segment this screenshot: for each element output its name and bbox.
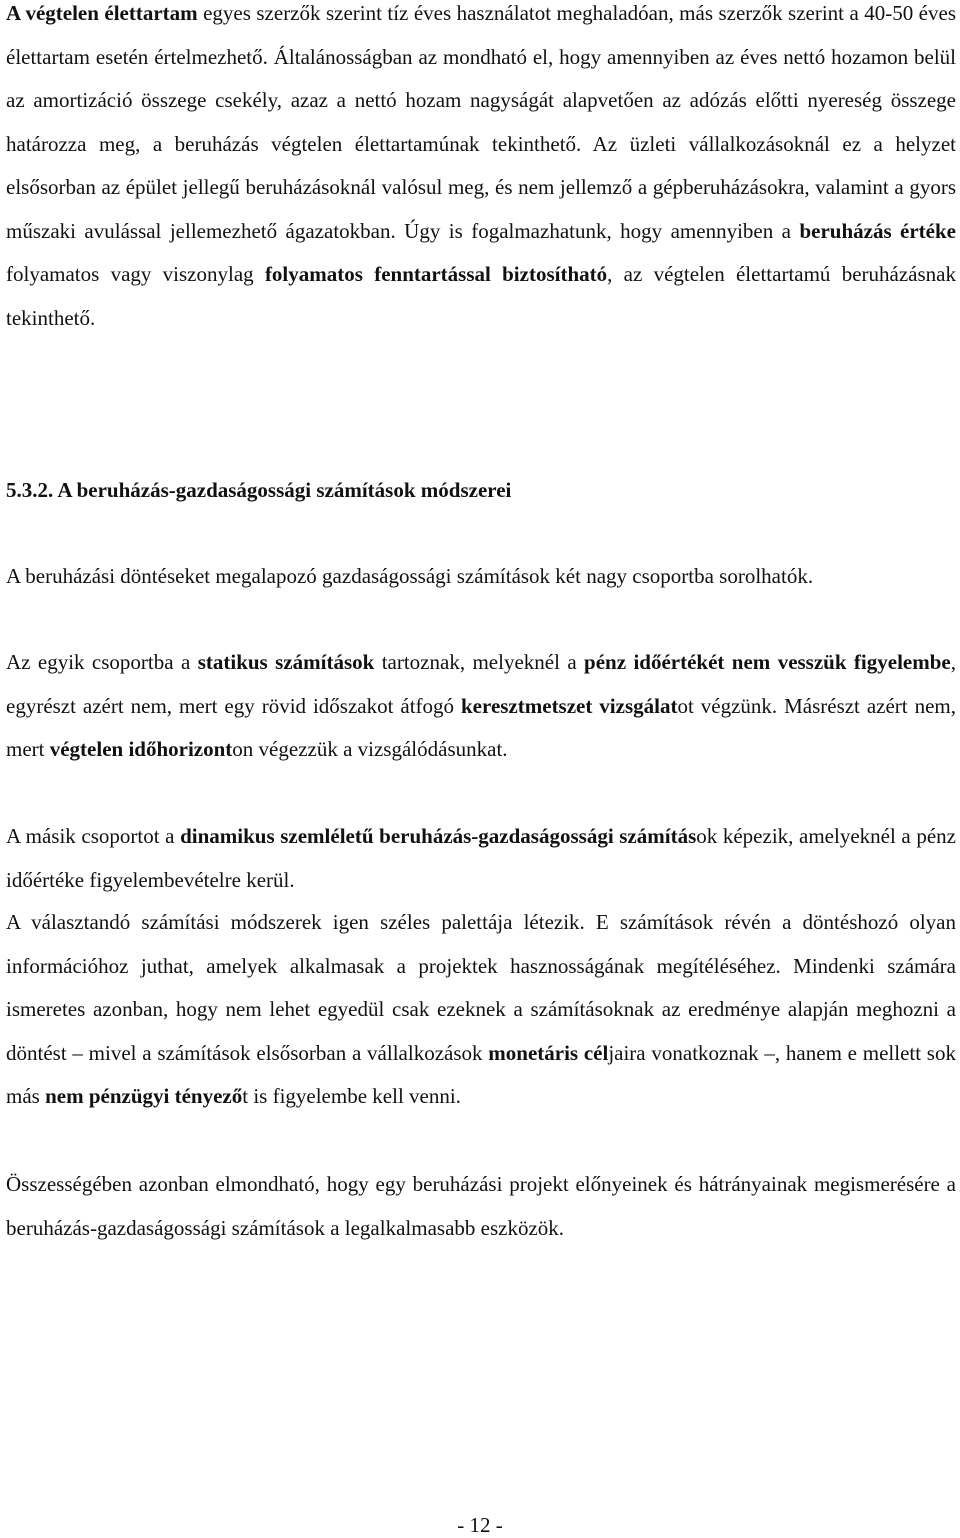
bold-term: monetáris cél: [488, 1040, 609, 1065]
paragraph-text: Az egyik csoportba a: [6, 650, 198, 674]
paragraph-two-groups: A beruházási döntéseket megalapozó gazdaságossági számítások két nagy csoportba sorolhatók.: [6, 564, 814, 588]
bold-term: statikus számítások: [197, 650, 375, 674]
paragraph-text: t is figyelembe kell venni.: [242, 1084, 461, 1108]
paragraph-text: folyamatos vagy viszonylag: [6, 262, 265, 286]
paragraph-text: tartoznak, melyeknél a: [374, 650, 585, 674]
bold-term: dinamikus szemléletű beruházás-gazdaságossági számítás: [180, 824, 697, 848]
paragraph-text: on végezzük a vizsgálódásunkat.: [232, 737, 508, 761]
bold-term: nem pénzügyi tényező: [45, 1084, 243, 1108]
bold-term: végtelen időhorizont: [49, 737, 233, 761]
paragraph-infinite-lifetime: [6, 0, 956, 340]
page-number: - 12 -: [457, 1513, 503, 1537]
paragraph-text: ok képezik, amelyeknél a pénz időértéke figyelembevételre kerül.: [6, 824, 956, 892]
paragraph-text: A másik csoportot a: [6, 824, 181, 848]
paragraph-text: jaira vonatkoznak –, hanem e mellett sok más: [6, 1040, 956, 1108]
paragraph-summary: Összességében azonban elmondható, hogy egy beruházási projekt előnyeinek és hátrányainak megismerésére a beruházás-gazdaságossági számítások a legalkalmasabb eszközök.: [6, 1172, 956, 1240]
paragraph-text: A választandó számítási módszerek igen széles palettája létezik. E számítások révén a döntéshozó olyan információhoz juthat, amelyek alkalmasak a projektek hasznosságának megítéléséhez. Mindenki számára ismeretes azonban, hogy nem lehet egyedül csak ezeknek a számításoknak az eredménye alapján meghozni a döntést – mivel a számítások elsősorban a vállalkozások: [6, 910, 956, 1065]
bold-term: keresztmetszet vizsgálat: [461, 693, 678, 718]
paragraph-text: , egyrészt azért nem, mert egy rövid időszakot átfogó: [6, 650, 956, 718]
paragraph-dynamic-methods: [6, 815, 956, 902]
bold-term: folyamatos fenntartással biztosítható: [264, 262, 608, 286]
paragraph-text: egyes szerzők szerint tíz éves használatot meghaladóan, más szerzők szerint a 40-50 éves élettartam esetén értelmezhető. Általánosságban az mondható el, hogy amennyiben az éves nettó hozamon belül az amortizáció összege csekély, azaz a nettó hozam nagyságát alapvetően az adózás előtti nyereség összege határozza meg, a beruházás végtelen élettartamúnak tekinthető. Az üzleti vállalkozásoknál ez a helyzet elsősorban az épület jellegű beruházásoknál valósul meg, és nem jellemző a gépberuházásokra, valamint a gyors műszaki avulással jellemezhető ágazatokban. Úgy is fogalmazhatunk, hogy amennyiben a: [6, 1, 956, 243]
paragraph-text: ot végzünk. Másrészt azért nem, mert: [6, 693, 956, 761]
paragraph-method-palette: [6, 901, 956, 1119]
section-heading: 5.3.2. A beruházás-gazdaságossági számítások módszerei: [6, 478, 512, 502]
bold-term: A végtelen élettartam: [6, 1, 198, 25]
paragraph-text: , az végtelen élettartamú beruházásnak tekinthető.: [6, 262, 956, 330]
bold-term: pénz időértékét nem vesszük figyelembe: [584, 650, 951, 674]
paragraph-static-methods: [6, 641, 956, 772]
bold-term: beruházás értéke: [799, 218, 957, 243]
